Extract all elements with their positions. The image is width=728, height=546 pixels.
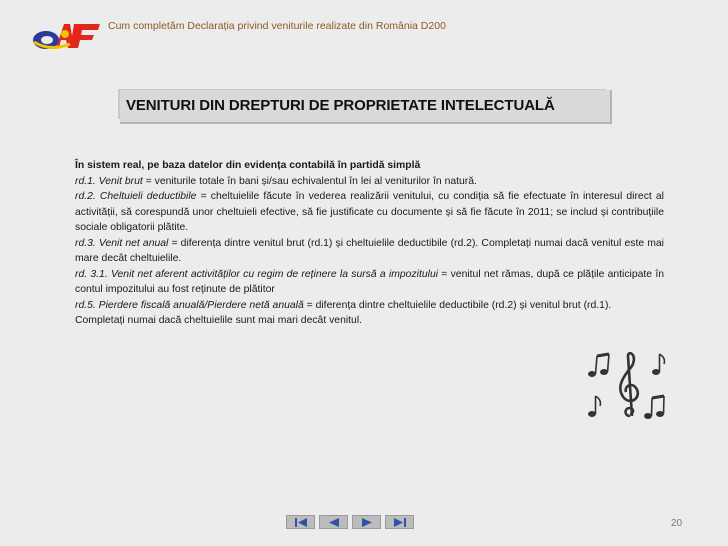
next-icon [361,518,373,527]
rd2-paragraph [75,189,664,236]
rd3-paragraph [75,236,664,267]
first-slide-button[interactable] [286,515,315,529]
previous-slide-button[interactable] [319,515,348,529]
rd5-paragraph [75,298,664,314]
anaf-logo [30,18,102,52]
rd1-paragraph [75,174,664,190]
rd31-paragraph [75,267,664,298]
rd3-label: rd.3. Venit net anual [75,237,169,249]
rd31-text: = venitul net rămas, după ce plățile anticipate în contul impozitului au fost reținute de plătitor [75,268,664,295]
next-slide-button[interactable] [352,515,381,529]
rd2-text: = cheltuielile făcute în vederea realizării venitului, cu condiția să fie efectuate în interesul direct al activității, să corespundă unor cheltuieli efective, să fie justificate cu documente și să fie făcute în 2011; se includ și contribuțiile sociale obligatorii plătite. [75,191,664,233]
last-icon [394,518,406,527]
rd5-text: = diferența dintre cheltuielile deductibile (rd.2) și venitul brut (rd.1). [303,299,612,311]
rd31-label: rd. 3.1. Venit net aferent activităților cu regim de reținere la sursă a impozitului [75,268,439,280]
rd5-label: rd.5. Pierdere fiscală anuală/Pierdere netă anuală [75,299,304,311]
content-text [75,158,664,329]
rd2-label: rd.2. Cheltuieli deductibile [75,191,197,202]
rd1-label: rd.1. Venit brut [75,175,143,187]
rd5-note: Completați numai dacă cheltuielile sunt mai mari decât venitul. [75,315,363,326]
lead-paragraph: În sistem real, pe baza datelor din evidența contabilă în partidă simplă [75,160,421,171]
last-slide-button[interactable] [385,515,414,529]
music-notes-icon [586,352,668,422]
slide-navigation [286,515,418,529]
presentation-title: Cum completăm Declarația privind veniturile realizate din România D200 [108,20,446,32]
section-banner [120,90,612,124]
rd3-text: = diferența dintre venitul brut (rd.1) și cheltuielile deductibile (rd.2). Completați numai dacă venitul este mai mare decât cheltuielile. [75,237,664,264]
previous-icon [328,518,340,527]
section-title: VENITURI DIN DREPTURI DE PROPRIETATE INTELECTUALĂ [126,97,555,114]
rd1-text: = veniturile totale în bani și/sau echivalentul în lei al veniturilor în natură. [142,175,477,187]
first-icon [295,518,307,527]
page-number: 20 [671,518,683,529]
